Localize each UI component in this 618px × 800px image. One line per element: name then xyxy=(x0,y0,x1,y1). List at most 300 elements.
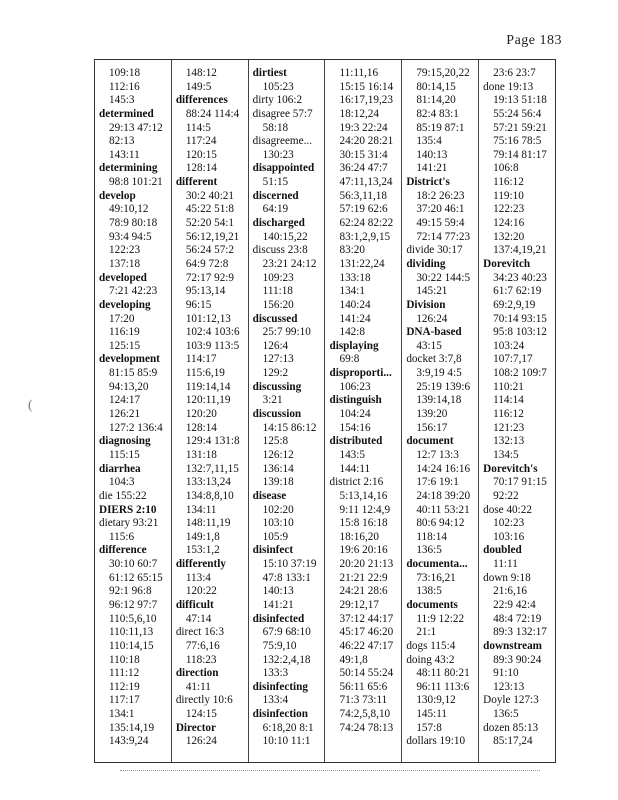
index-reference: 95:13,14 xyxy=(185,285,226,298)
index-term: disappointed xyxy=(252,162,315,175)
index-reference: 15:10 37:19 xyxy=(262,558,317,571)
index-reference: 126:12 xyxy=(262,448,294,461)
index-reference: 130:9,12 xyxy=(416,694,456,707)
index-reference: 109:23 xyxy=(262,271,294,284)
index-reference: 134:11 xyxy=(185,503,217,516)
index-reference: 143:5 xyxy=(339,448,365,461)
index-reference: 47:11,13,24 xyxy=(339,176,393,189)
index-reference: 148:12 xyxy=(185,67,217,79)
footer-rule xyxy=(120,770,540,771)
index-reference: 70:14 93:15 xyxy=(493,312,547,325)
index-reference: 56:11 65:6 xyxy=(339,680,388,693)
index-reference: 40:11 53:21 xyxy=(416,503,470,516)
index-term: Dorevitch's xyxy=(483,462,538,475)
index-reference: 133:3 xyxy=(262,667,289,680)
index-reference: 23:21 24:12 xyxy=(262,257,317,270)
index-reference: 37:20 46:1 xyxy=(416,203,465,216)
index-reference: 95:8 103:12 xyxy=(493,326,547,339)
index-term: distinguish xyxy=(329,394,382,407)
index-column-4 xyxy=(325,60,402,762)
index-term-entry: discuss 23:8 xyxy=(252,244,308,257)
index-reference: 125:15 xyxy=(109,339,141,352)
index-reference: 17:6 19:1 xyxy=(416,476,459,489)
index-reference: 57:21 59:21 xyxy=(493,121,547,134)
index-reference: 148:11,19 xyxy=(185,517,231,530)
index-reference: 139:20 xyxy=(416,408,448,421)
index-term: documents xyxy=(406,598,458,611)
index-reference: 117:24 xyxy=(185,135,217,148)
index-reference: 72:17 92:9 xyxy=(185,271,234,284)
index-reference: 96:11 113:6 xyxy=(416,680,470,693)
index-term-entry: dietary 93:21 xyxy=(99,517,159,530)
index-term: discussing xyxy=(252,380,302,393)
index-reference: 103:24 xyxy=(493,339,525,352)
index-reference: 103:10 xyxy=(262,517,294,530)
index-reference: 110:18 xyxy=(109,653,140,666)
index-term: disproporti... xyxy=(329,367,392,380)
index-reference: 136:5 xyxy=(416,544,442,557)
index-reference: 122:23 xyxy=(493,203,525,216)
index-reference: 48:4 72:19 xyxy=(493,612,542,625)
index-term-entry: docket 3:7,8 xyxy=(406,353,462,366)
index-reference: 24:21 28:6 xyxy=(339,585,388,598)
index-term: doubled xyxy=(483,544,522,557)
index-reference: 30:15 31:4 xyxy=(339,148,388,161)
index-reference: 14:24 16:16 xyxy=(416,462,471,475)
index-reference: 3:9,19 4:5 xyxy=(416,367,462,380)
index-reference: 131:22,24 xyxy=(339,257,385,270)
page-number: Page 183 xyxy=(506,33,562,48)
index-reference: 24:20 28:21 xyxy=(339,135,394,148)
index-term: discerned xyxy=(252,189,299,202)
index-term: Division xyxy=(406,298,446,311)
index-term-entry: dozen 85:13 xyxy=(483,721,539,734)
index-reference: 132:7,11,15 xyxy=(185,462,239,475)
margin-mark: ( xyxy=(28,398,33,413)
index-reference: 88:24 114:4 xyxy=(185,107,240,120)
index-reference: 110:21 xyxy=(493,380,524,393)
index-reference: 132:13 xyxy=(493,435,525,448)
index-reference: 126:4 xyxy=(262,339,289,352)
index-term-entry: direct 16:3 xyxy=(175,626,224,639)
index-reference: 134:1 xyxy=(339,285,365,298)
index-reference: 83:20 xyxy=(339,244,365,257)
index-reference: 50:14 55:24 xyxy=(339,667,394,680)
index-reference: 83:1,2,9,15 xyxy=(339,230,391,243)
index-reference: 57:19 62:6 xyxy=(339,203,388,216)
index-reference: 133:13,24 xyxy=(185,476,231,489)
index-reference: 75:16 78:5 xyxy=(493,135,542,148)
index-term: developed xyxy=(99,271,147,284)
index-reference: 103:9 113:5 xyxy=(185,339,240,352)
index-reference: 156:17 xyxy=(416,421,448,434)
index-reference: 128:14 xyxy=(185,421,217,434)
index-reference: 61:12 65:15 xyxy=(109,571,163,584)
index-reference: 124:16 xyxy=(493,217,525,230)
index-reference: 92:22 xyxy=(493,489,519,502)
index-reference: 71:3 73:11 xyxy=(339,694,388,707)
index-reference: 126:21 xyxy=(109,408,141,421)
index-reference: 112:19 xyxy=(109,680,140,693)
index-reference: 132:20 xyxy=(493,230,525,243)
index-reference: 104:3 xyxy=(109,476,135,489)
index-reference: 143:11 xyxy=(109,148,140,161)
index-reference: 12:7 13:3 xyxy=(416,448,459,461)
index-reference: 105:23 xyxy=(262,80,294,93)
index-term-entry: divide 30:17 xyxy=(406,244,463,257)
index-reference: 82:13 xyxy=(109,135,135,148)
index-reference: 92:1 96:8 xyxy=(109,585,152,598)
index-reference: 106:23 xyxy=(339,380,371,393)
index-reference: 119:14,14 xyxy=(185,380,231,393)
index-reference: 121:23 xyxy=(493,421,525,434)
index-reference: 78:9 80:18 xyxy=(109,217,158,230)
index-reference: 62:24 82:22 xyxy=(339,217,394,230)
index-term: determining xyxy=(99,162,158,175)
index-term-entry: doing 43:2 xyxy=(406,653,455,666)
index-reference: 130:23 xyxy=(262,148,294,161)
index-reference: 98:8 101:21 xyxy=(109,176,163,189)
index-term: difference xyxy=(99,544,147,557)
index-reference: 145:11 xyxy=(416,708,447,721)
index-reference: 82:4 83:1 xyxy=(416,107,459,120)
index-reference: 109:18 xyxy=(109,67,141,79)
index-term: difficult xyxy=(175,598,214,611)
index-reference: 139:18 xyxy=(262,476,294,489)
index-reference: 116:19 xyxy=(109,326,140,339)
index-reference: 120:22 xyxy=(185,585,217,598)
index-reference: 18:2 26:23 xyxy=(416,189,465,202)
index-reference: 119:10 xyxy=(493,189,524,202)
index-reference: 141:24 xyxy=(339,312,371,325)
index-term: differences xyxy=(175,94,228,107)
index-reference: 14:15 86:12 xyxy=(262,421,317,434)
index-term-entry: dogs 115:4 xyxy=(406,639,456,652)
index-reference: 124:17 xyxy=(109,394,141,407)
index-reference: 25:7 99:10 xyxy=(262,326,311,339)
index-reference: 142:8 xyxy=(339,326,365,339)
index-reference: 114:5 xyxy=(185,121,211,134)
index-reference: 123:13 xyxy=(493,680,525,693)
index-reference: 72:14 77:23 xyxy=(416,230,471,243)
index-reference: 125:8 xyxy=(262,435,289,448)
index-reference: 128:14 xyxy=(185,162,217,175)
index-reference: 120:15 xyxy=(185,148,217,161)
index-reference: 21:1 xyxy=(416,626,437,639)
index-reference: 156:20 xyxy=(262,298,294,311)
index-reference: 49:1,8 xyxy=(339,653,368,666)
index-term: dirtiest xyxy=(252,67,287,79)
index-term-entry: district 2:16 xyxy=(329,476,384,489)
index-column-2 xyxy=(172,60,249,762)
index-reference: 74:24 78:13 xyxy=(339,721,394,734)
index-reference: 104:24 xyxy=(339,408,371,421)
index-reference: 52:20 54:1 xyxy=(185,217,234,230)
index-term: DIERS 2:10 xyxy=(99,503,157,516)
index-reference: 133:4 xyxy=(262,694,289,707)
index-reference: 11:9 12:22 xyxy=(416,612,465,625)
index-reference: 15:8 16:18 xyxy=(339,517,388,530)
index-reference: 140:13 xyxy=(416,148,448,161)
index-reference: 136:5 xyxy=(493,708,519,721)
index-reference: 43:15 xyxy=(416,339,442,352)
index-term: different xyxy=(175,176,218,189)
index-term-entry: directly 10:6 xyxy=(175,694,233,707)
index-reference: 10:10 11:1 xyxy=(262,735,311,748)
index-reference: 157:8 xyxy=(416,721,442,734)
index-term-entry: dose 40:22 xyxy=(483,503,532,516)
index-term: distributed xyxy=(329,435,383,448)
index-reference: 108:2 109:7 xyxy=(493,367,547,380)
index-reference: 127:13 xyxy=(262,353,294,366)
index-reference: 48:11 80:21 xyxy=(416,667,470,680)
index-reference: 120:11,19 xyxy=(185,394,231,407)
index-term-entry: dollars 19:10 xyxy=(406,735,466,748)
index-reference: 79:14 81:17 xyxy=(493,148,547,161)
index-reference: 74:2,5,8,10 xyxy=(339,708,391,721)
index-term: disease xyxy=(252,489,287,502)
index-reference: 56:3,11,18 xyxy=(339,189,387,202)
index-reference: 30:10 60:7 xyxy=(109,558,158,571)
index-reference: 124:15 xyxy=(185,708,217,721)
index-reference: 154:16 xyxy=(339,421,371,434)
index-reference: 111:12 xyxy=(109,667,140,680)
word-index-table xyxy=(94,59,556,763)
index-reference: 115:15 xyxy=(109,448,140,461)
index-reference: 132:2,4,18 xyxy=(262,653,311,666)
index-reference: 145:21 xyxy=(416,285,448,298)
index-reference: 138:5 xyxy=(416,585,442,598)
index-reference: 110:5,6,10 xyxy=(109,612,157,625)
index-reference: 24:18 39:20 xyxy=(416,489,471,502)
index-reference: 45:17 46:20 xyxy=(339,626,394,639)
index-reference: 134:8,8,10 xyxy=(185,489,234,502)
index-reference: 144:11 xyxy=(339,462,371,475)
index-reference: 6:18,20 8:1 xyxy=(262,721,314,734)
index-reference: 137:4,19,21 xyxy=(493,244,547,257)
index-term: disinfect xyxy=(252,544,294,557)
index-reference: 36:24 47:7 xyxy=(339,162,388,175)
index-reference: 9:11 12:4,9 xyxy=(339,503,391,516)
index-reference: 114:17 xyxy=(185,353,217,366)
index-term: differently xyxy=(175,558,226,571)
index-reference: 136:14 xyxy=(262,462,294,475)
index-term: direction xyxy=(175,667,219,680)
index-reference: 111:18 xyxy=(262,285,293,298)
index-reference: 5:13,14,16 xyxy=(339,489,388,502)
index-reference: 133:18 xyxy=(339,271,371,284)
index-reference: 91:10 xyxy=(493,667,519,680)
index-reference: 34:23 40:23 xyxy=(493,271,547,284)
index-column-5 xyxy=(402,60,479,762)
index-term-entry: disagreeme... xyxy=(252,135,312,148)
index-reference: 47:14 xyxy=(185,612,212,625)
index-term: discussion xyxy=(252,408,302,421)
index-reference: 131:18 xyxy=(185,448,217,461)
index-reference: 49:15 59:4 xyxy=(416,217,465,230)
index-reference: 149:1,8 xyxy=(185,530,220,543)
index-reference: 11:11,16 xyxy=(339,67,379,79)
index-reference: 73:16,21 xyxy=(416,571,456,584)
index-term-entry: done 19:13 xyxy=(483,80,534,93)
index-reference: 135:4 xyxy=(416,135,442,148)
index-reference: 79:15,20,22 xyxy=(416,67,470,79)
index-reference: 85:17,24 xyxy=(493,735,533,748)
index-reference: 101:12,13 xyxy=(185,312,231,325)
index-reference: 18:16,20 xyxy=(339,530,379,543)
index-term: Dorevitch xyxy=(483,257,531,270)
index-reference: 110:14,15 xyxy=(109,639,154,652)
index-term-entry: die 155:22 xyxy=(99,489,147,502)
index-reference: 122:23 xyxy=(109,244,141,257)
index-reference: 61:7 62:19 xyxy=(493,285,542,298)
index-reference: 134:5 xyxy=(493,448,519,461)
index-reference: 89:3 90:24 xyxy=(493,653,542,666)
index-reference: 23:6 23:7 xyxy=(493,67,536,79)
index-reference: 15:15 16:14 xyxy=(339,80,394,93)
index-reference: 81:14,20 xyxy=(416,94,456,107)
index-reference: 25:19 139:6 xyxy=(416,380,471,393)
index-reference: 64:19 xyxy=(262,203,289,216)
index-reference: 69:8 xyxy=(339,353,360,366)
index-reference: 56:24 57:2 xyxy=(185,244,234,257)
index-reference: 77:6,16 xyxy=(185,639,220,652)
index-reference: 18:12,24 xyxy=(339,107,379,120)
index-reference: 114:14 xyxy=(493,394,524,407)
index-reference: 85:19 87:1 xyxy=(416,121,465,134)
index-reference: 45:22 51:8 xyxy=(185,203,234,216)
index-reference: 70:17 91:15 xyxy=(493,476,547,489)
index-reference: 129:4 131:8 xyxy=(185,435,240,448)
index-reference: 49:10,12 xyxy=(109,203,149,216)
index-reference: 110:11,13 xyxy=(109,626,154,639)
index-reference: 102:23 xyxy=(493,517,525,530)
index-term: disinfection xyxy=(252,708,308,721)
index-term: DNA-based xyxy=(406,326,462,339)
index-reference: 29:13 47:12 xyxy=(109,121,163,134)
index-reference: 120:20 xyxy=(185,408,217,421)
index-reference: 137:18 xyxy=(109,257,141,270)
index-reference: 141:21 xyxy=(262,598,294,611)
index-reference: 7:21 42:23 xyxy=(109,285,158,298)
index-term: document xyxy=(406,435,454,448)
index-reference: 94:13,20 xyxy=(109,380,149,393)
index-reference: 55:24 56:4 xyxy=(493,107,542,120)
index-column-3 xyxy=(249,60,326,762)
index-term: developing xyxy=(99,298,151,311)
index-reference: 145:3 xyxy=(109,94,135,107)
index-reference: 75:9,10 xyxy=(262,639,297,652)
index-reference: 106:8 xyxy=(493,162,519,175)
index-term: disinfected xyxy=(252,612,305,625)
index-reference: 29:12,17 xyxy=(339,598,379,611)
index-reference: 141:21 xyxy=(416,162,448,175)
index-term: develop xyxy=(99,189,136,202)
index-reference: 143:9,24 xyxy=(109,735,149,748)
index-reference: 89:3 132:17 xyxy=(493,626,547,639)
index-reference: 107:7,17 xyxy=(493,353,533,366)
index-reference: 126:24 xyxy=(185,735,217,748)
index-reference: 153:1,2 xyxy=(185,544,220,557)
index-reference: 69:2,9,19 xyxy=(493,298,536,311)
index-reference: 93:4 94:5 xyxy=(109,230,152,243)
index-reference: 96:12 97:7 xyxy=(109,598,158,611)
index-reference: 105:9 xyxy=(262,530,289,543)
index-reference: 126:24 xyxy=(416,312,448,325)
index-reference: 30:2 40:21 xyxy=(185,189,234,202)
index-reference: 116:12 xyxy=(493,408,524,421)
index-term: District's xyxy=(406,176,450,189)
index-term: diagnosing xyxy=(99,435,151,448)
index-reference: 41:11 xyxy=(185,680,211,693)
index-reference: 102:20 xyxy=(262,503,294,516)
index-reference: 21:6,16 xyxy=(493,585,528,598)
index-term: documenta... xyxy=(406,558,468,571)
index-reference: 46:22 47:17 xyxy=(339,639,394,652)
index-term-entry: down 9:18 xyxy=(483,571,531,584)
index-term-entry: Doyle 127:3 xyxy=(483,694,539,707)
index-reference: 116:12 xyxy=(493,176,524,189)
index-reference: 47:8 133:1 xyxy=(262,571,311,584)
index-term-entry: disagree 57:7 xyxy=(252,107,313,120)
index-reference: 80:6 94:12 xyxy=(416,517,465,530)
index-reference: 21:21 22:9 xyxy=(339,571,388,584)
index-reference: 129:2 xyxy=(262,367,289,380)
index-reference: 19:13 51:18 xyxy=(493,94,547,107)
index-reference: 58:18 xyxy=(262,121,289,134)
index-reference: 19:6 20:16 xyxy=(339,544,388,557)
index-reference: 140:24 xyxy=(339,298,371,311)
index-reference: 139:14,18 xyxy=(416,394,462,407)
index-term: Director xyxy=(175,721,216,734)
index-term: downstream xyxy=(483,639,542,652)
index-term: dividing xyxy=(406,257,446,270)
index-reference: 103:16 xyxy=(493,530,525,543)
index-reference: 127:2 136:4 xyxy=(109,421,163,434)
index-reference: 149:5 xyxy=(185,80,212,93)
index-reference: 37:12 44:17 xyxy=(339,612,394,625)
index-reference: 118:14 xyxy=(416,530,447,543)
index-reference: 118:23 xyxy=(185,653,217,666)
index-reference: 140:13 xyxy=(262,585,294,598)
index-term: displaying xyxy=(329,339,379,352)
index-term: discharged xyxy=(252,217,305,230)
index-term-entry: dirty 106:2 xyxy=(252,94,303,107)
index-column-6 xyxy=(479,60,555,762)
index-reference: 30:22 144:5 xyxy=(416,271,471,284)
index-reference: 112:16 xyxy=(109,80,140,93)
index-reference: 3:21 xyxy=(262,394,283,407)
index-reference: 19:3 22:24 xyxy=(339,121,388,134)
index-reference: 135:14,19 xyxy=(109,721,155,734)
index-reference: 140:15,22 xyxy=(262,230,308,243)
index-reference: 51:15 xyxy=(262,176,289,189)
index-term: determined xyxy=(99,107,154,120)
index-reference: 113:4 xyxy=(185,571,211,584)
index-reference: 56:12,19,21 xyxy=(185,230,240,243)
index-term: development xyxy=(99,353,160,366)
index-reference: 102:4 103:6 xyxy=(185,326,240,339)
index-column-1 xyxy=(95,60,172,762)
index-reference: 115:6 xyxy=(109,530,135,543)
index-reference: 16:17,19,23 xyxy=(339,94,393,107)
index-term: diarrhea xyxy=(99,462,141,475)
index-reference: 115:6,19 xyxy=(185,367,225,380)
index-term: discussed xyxy=(252,312,298,325)
index-reference: 17:20 xyxy=(109,312,135,325)
index-reference: 11:11 xyxy=(493,558,518,571)
index-reference: 117:17 xyxy=(109,694,140,707)
